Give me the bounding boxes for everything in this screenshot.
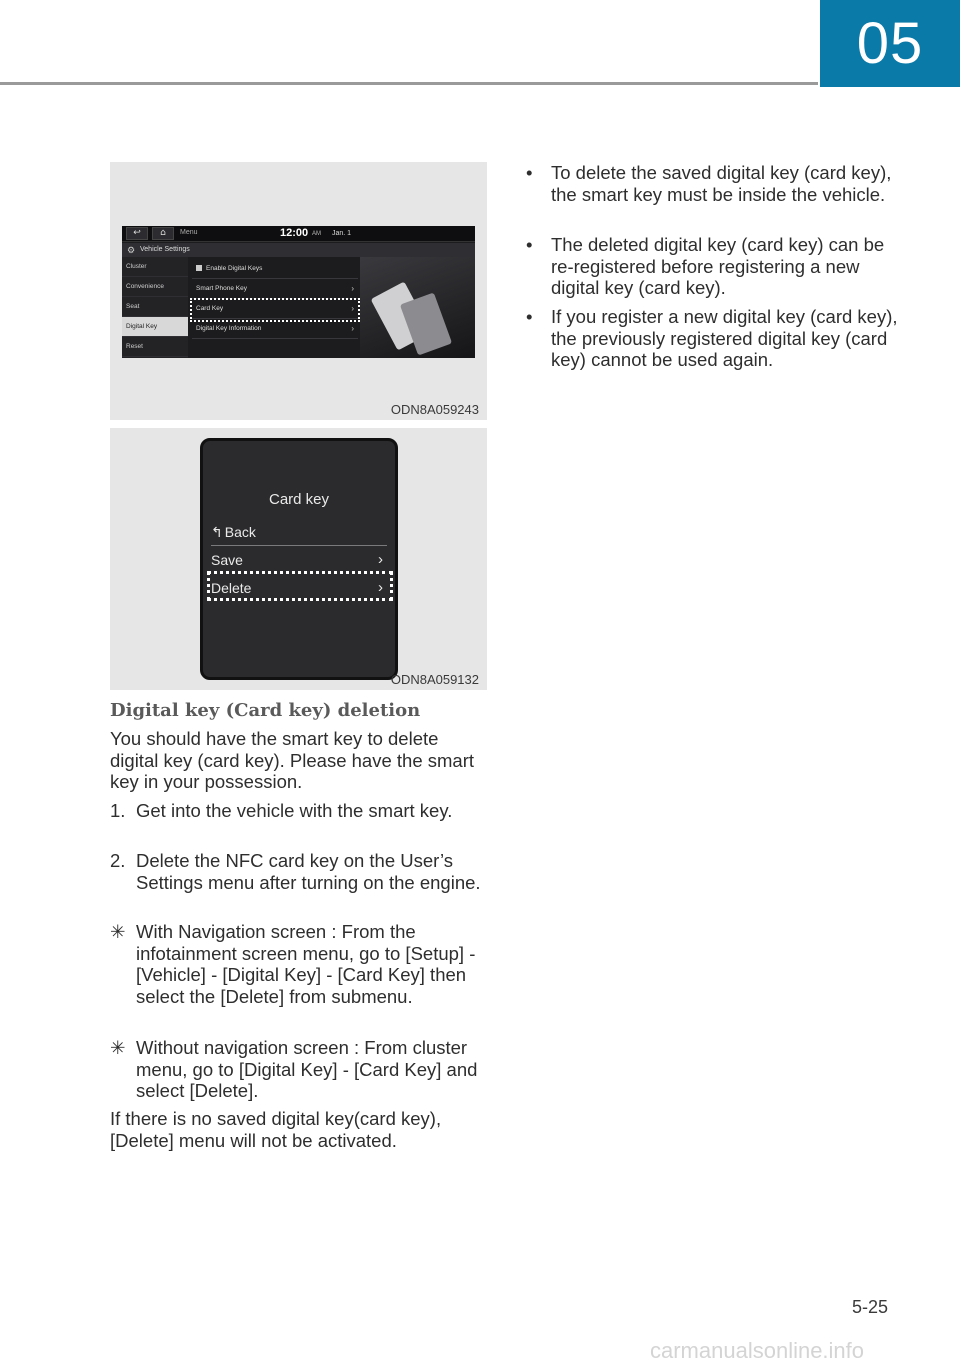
list-item-label: Digital Key Information [196, 325, 262, 332]
bullet-marker: • [526, 234, 533, 255]
note-text: With Navigation screen : From the infotainment screen menu, go to [Setup] - [Vehicle] - [Digital Key] - [Card Key] then select the [Delete] from submenu. [136, 921, 476, 1007]
card-key-highlight [190, 298, 360, 322]
screen-sidebar [122, 257, 188, 358]
closing-paragraph: If there is no saved digital key(card key), [Delete] menu will not be activated. [110, 1108, 442, 1151]
bullet-marker: • [526, 162, 533, 183]
screen-title-text: Vehicle Settings [140, 246, 190, 253]
chevron-right-icon: › [351, 304, 354, 313]
figure-code: ODN8A059243 [390, 402, 479, 417]
screen-date: Jan. 1 [332, 230, 352, 237]
asterisk-icon: ✳ [110, 921, 126, 942]
note-text: Without navigation screen : From cluster menu, go to [Digital Key] - [Card Key] and select [Delete]. [136, 1037, 478, 1101]
card-icon [400, 292, 452, 355]
cluster-back-row [211, 519, 387, 545]
screen-top-bar [122, 226, 475, 242]
list-item-label: Smart Phone Key [196, 285, 247, 292]
bullet-text: To delete the saved digital key (card key), the smart key must be inside the vehicle. [551, 162, 892, 205]
infotainment-screen [122, 226, 475, 358]
cluster-save-label: Save [211, 552, 243, 568]
cluster-title: Card key [268, 491, 330, 508]
sidebar-item-reset: Reset [122, 337, 188, 357]
screen-time: 12:00 [280, 227, 309, 239]
back-icon: ↩ [126, 227, 148, 240]
bullet-item [524, 162, 904, 205]
cluster-divider [211, 545, 387, 546]
note-no-navigation [110, 1037, 488, 1102]
chevron-right-icon: › [351, 324, 354, 333]
back-arrow-icon: ↰ [211, 524, 223, 540]
cluster-back-label: Back [224, 524, 256, 540]
home-icon: ⌂ [152, 227, 174, 240]
sidebar-item-digital-key: Digital Key [122, 317, 188, 337]
cluster-save-row [211, 547, 387, 573]
list-item-enable-digital-keys [192, 259, 358, 279]
step-1 [110, 800, 488, 822]
note-navigation [110, 921, 488, 1007]
bullet-item [524, 306, 904, 371]
figure-code: ODN8A059132 [390, 672, 479, 687]
header-rule [0, 82, 818, 85]
step-number: 1. [110, 800, 126, 821]
list-item-digital-key-information [192, 319, 358, 339]
step-2 [110, 850, 488, 893]
step-text: Delete the NFC card key on the User’s Settings menu after turning on the engine. [136, 850, 481, 893]
card-key-illustration [360, 257, 475, 358]
bullet-marker: • [526, 306, 533, 327]
list-item-label: Enable Digital Keys [206, 265, 263, 272]
watermark: carmanualsonline.info [650, 1338, 865, 1362]
list-item-label: Card Key [196, 305, 224, 312]
screen-menu-label: Menu [180, 229, 198, 236]
sidebar-item-seat: Seat [122, 297, 188, 317]
step-number: 2. [110, 850, 126, 871]
chevron-right-icon: › [378, 579, 383, 596]
bullet-text: The deleted digital key (card key) can be re-registered before registering a new digital key (card key). [551, 234, 885, 298]
figure-cluster [110, 428, 487, 690]
sidebar-item-cluster: Cluster [122, 257, 188, 277]
cluster-delete-label: Delete [211, 580, 252, 596]
sidebar-item-convenience: Convenience [122, 277, 188, 297]
list-item-smart-phone-key [192, 279, 358, 299]
step-text: Get into the vehicle with the smart key. [136, 800, 453, 821]
chevron-right-icon: › [351, 284, 354, 293]
chevron-right-icon: › [378, 551, 383, 568]
figure-infotainment [110, 162, 487, 420]
checkbox-icon [196, 265, 202, 271]
gear-icon: ⚙ [127, 245, 136, 255]
bullet-item [524, 234, 904, 299]
chapter-tab: 05 [820, 0, 960, 87]
cluster-screen [200, 438, 398, 680]
asterisk-icon: ✳ [110, 1037, 126, 1058]
screen-title [122, 243, 475, 257]
section-heading: Digital key (Card key) deletion [110, 700, 421, 721]
delete-highlight [207, 571, 393, 601]
page-number: 5-25 [852, 1297, 889, 1317]
intro-paragraph: You should have the smart key to delete digital key (card key). Please have the smart key in your possession. [110, 728, 474, 792]
screen-ampm: AM [312, 231, 321, 237]
bullet-text: If you register a new digital key (card key), the previously registered digital key (card key) cannot be used again. [551, 306, 898, 370]
